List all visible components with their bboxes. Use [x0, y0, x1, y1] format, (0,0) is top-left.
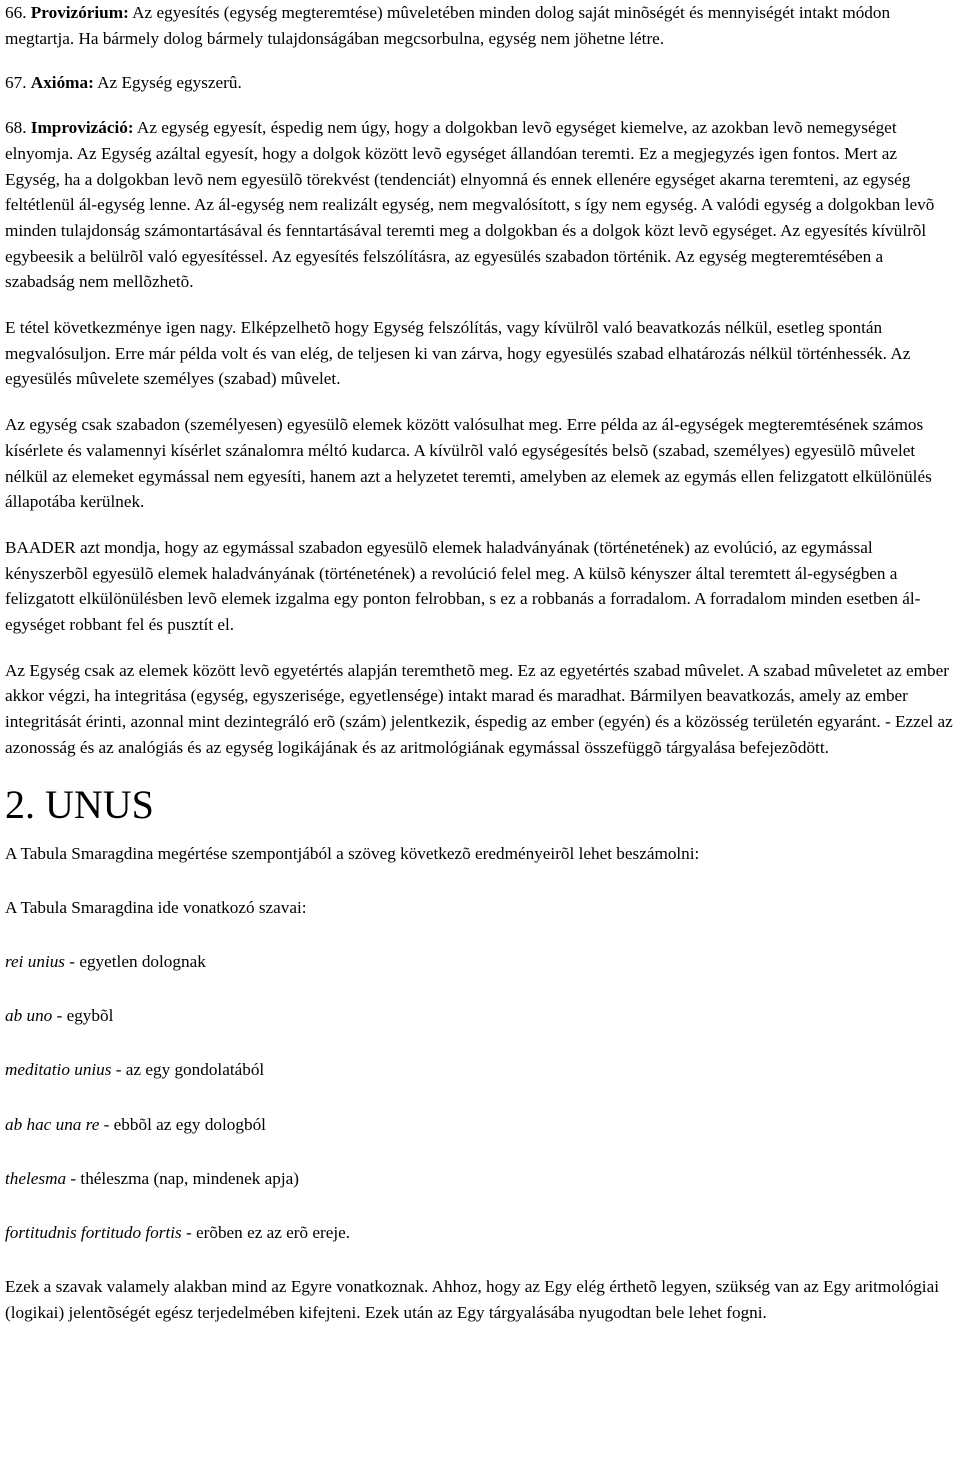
term-meaning: - egyetlen dolognak	[65, 951, 206, 971]
section-intro: A Tabula Smaragdina megértése szempontjából a szöveg következõ eredményeirõl lehet beszámolni:	[5, 843, 700, 863]
term-meaning: - ebbõl az egy dologból	[99, 1114, 266, 1134]
term-item	[5, 1220, 955, 1246]
closing-paragraph: Ezek a szavak valamely alakban mind az Egyre vonatkoznak. Ahhoz, hogy az Egy elég érthetõ legyen, szükség van az Egy aritmológiai (logikai) jelentõségét egész terjedelmében kifejteni. Ezek után az Egy tárgyalásába nyugodtan bele lehet fogni.	[5, 1277, 939, 1322]
latin-term: fortitudnis fortitudo fortis	[5, 1223, 182, 1242]
body-paragraph: Az Egység csak az elemek között levõ egyetértés alapján teremthetõ meg. Ez az egyetértés szabad mûvelet. A szabad mûveletet az ember akkor végzi, ha integritása (egység, egyszerisége, egyetlensége) intakt marad és maradhat. Bármilyen beavatkozás, amely az ember integritását érinti, azonnal mint dezintegráló erõ (szám) jelentkezik, éspedig az ember (egyén) és a közösség területén egyaránt. - Ezzel az azonosság és az analógiás és az egység logikájának és az aritmológiának egymással összefüggõ tárgyalása befejezõdött.	[5, 660, 953, 757]
definition-text: Az egység egyesít, éspedig nem úgy, hogy a dolgokban levõ egységet kiemelve, az azokban levõ nemegységet elnyomja. Az Egység azáltal egyesít, hogy a dolgok között levõ egységet állandóan teremti. Ez a megjegyzés igen fontos. Mert az Egység, ha a dolgokban levõ nem egyesülõ törekvést (tendenciát) elnyomná és ennek ellenére egységet akarna teremteni, az egység feltétlenül ál-egység lenne. Az ál-egység nem realizált egység, nem megvalósított, s így nem egység. A valódi egység a dolgokban levõ minden tulajdonság számontartásával és fenntartásával teremti meg a dolgokban és a dolgok közt levõ egységet. Az egyesítés kívülrõl egybeesik a belülrõl való egyesítéssel. Az egyesítés felszólításra, az egyesülés szabadon történik. Az egység megteremtésében a szabadság nem mellõzhetõ.	[5, 118, 935, 292]
term-item	[5, 1057, 955, 1083]
term-item	[5, 1166, 955, 1192]
latin-term: ab hac una re	[5, 1114, 100, 1134]
latin-term: meditatio unius	[5, 1060, 112, 1080]
term-item	[5, 949, 955, 975]
definition-text: Az Egység egyszerû.	[93, 73, 242, 93]
term-item	[5, 1003, 955, 1029]
term-meaning: - egybõl	[52, 1006, 114, 1026]
definition-text: Az egyesítés (egység megteremtése) mûveletében minden dolog saját minõségét és mennyiségét intakt módon megtartja. Ha bármely dolog bármely tulajdonságában megcsorbulna, egység nem jöhetne létre.	[5, 3, 891, 48]
definition-number: 66.	[5, 3, 27, 22]
definition-68	[5, 115, 955, 295]
term-meaning: - az egy gondolatából	[111, 1060, 265, 1080]
definition-term: Provizórium:	[30, 3, 129, 22]
body-paragraph: BAADER azt mondja, hogy az egymással szabadon egyesülõ elemek haladványának (történetének) az evolúció, az egymással kényszerbõl egyesülõ elemek haladványának (történetének) a revolúció felel meg. A külsõ kényszer által teremtett ál-egységben a felizgatott elkülönülésben levõ elemek izgalma egy ponton felrobban, s ez a robbanás a forradalom. A forradalom minden esetben ál-egységet robbant fel és pusztít el.	[5, 537, 921, 635]
body-paragraph: E tétel következménye igen nagy. Elképzelhetõ hogy Egység felszólítás, vagy kívülrõl való beavatkozás nélkül, esetleg spontán megvalósuljon. Erre már példa volt és van elég, de teljesen ki van zárva, hogy egyesülés szabad elhatározás nélkül történhessék. Az egyesülés mûvelete személyes (szabad) mûvelet.	[5, 318, 911, 389]
section-lead: A Tabula Smaragdina ide vonatkozó szavai:	[5, 897, 307, 917]
body-paragraph: Az egység csak szabadon (személyesen) egyesülõ elemek között valósulhat meg. Erre példa az ál-egységek megteremtésének számos kísérlete és valamennyi kísérlet szánalomra méltó kudarca. A kívülrõl való egységesítés belsõ (szabad, személyes) egyesülõ mûvelet nélkül az elemeket egymással nem egyesíti, hanem azt a helyzetet teremti, amelyben az elemek az egymás ellen felizgatott elkülönülés állapotába kerülnek.	[5, 415, 932, 512]
term-meaning: - théleszma (nap, mindenek apja)	[66, 1168, 299, 1188]
definition-term: Axióma:	[30, 73, 94, 93]
term-meaning: - erõben ez az erõ ereje.	[181, 1223, 351, 1242]
definition-term: Improvizáció:	[30, 118, 134, 138]
latin-term: thelesma	[5, 1168, 67, 1188]
definition-number: 68.	[5, 118, 27, 138]
latin-term: ab uno	[5, 1006, 53, 1026]
definition-number: 67.	[5, 73, 27, 93]
document-page	[5, 0, 955, 1326]
definition-67	[5, 70, 955, 96]
section-heading: 2. UNUS	[5, 781, 154, 827]
definition-66	[5, 0, 955, 51]
term-item	[5, 1112, 955, 1138]
latin-term: rei unius	[5, 951, 65, 971]
